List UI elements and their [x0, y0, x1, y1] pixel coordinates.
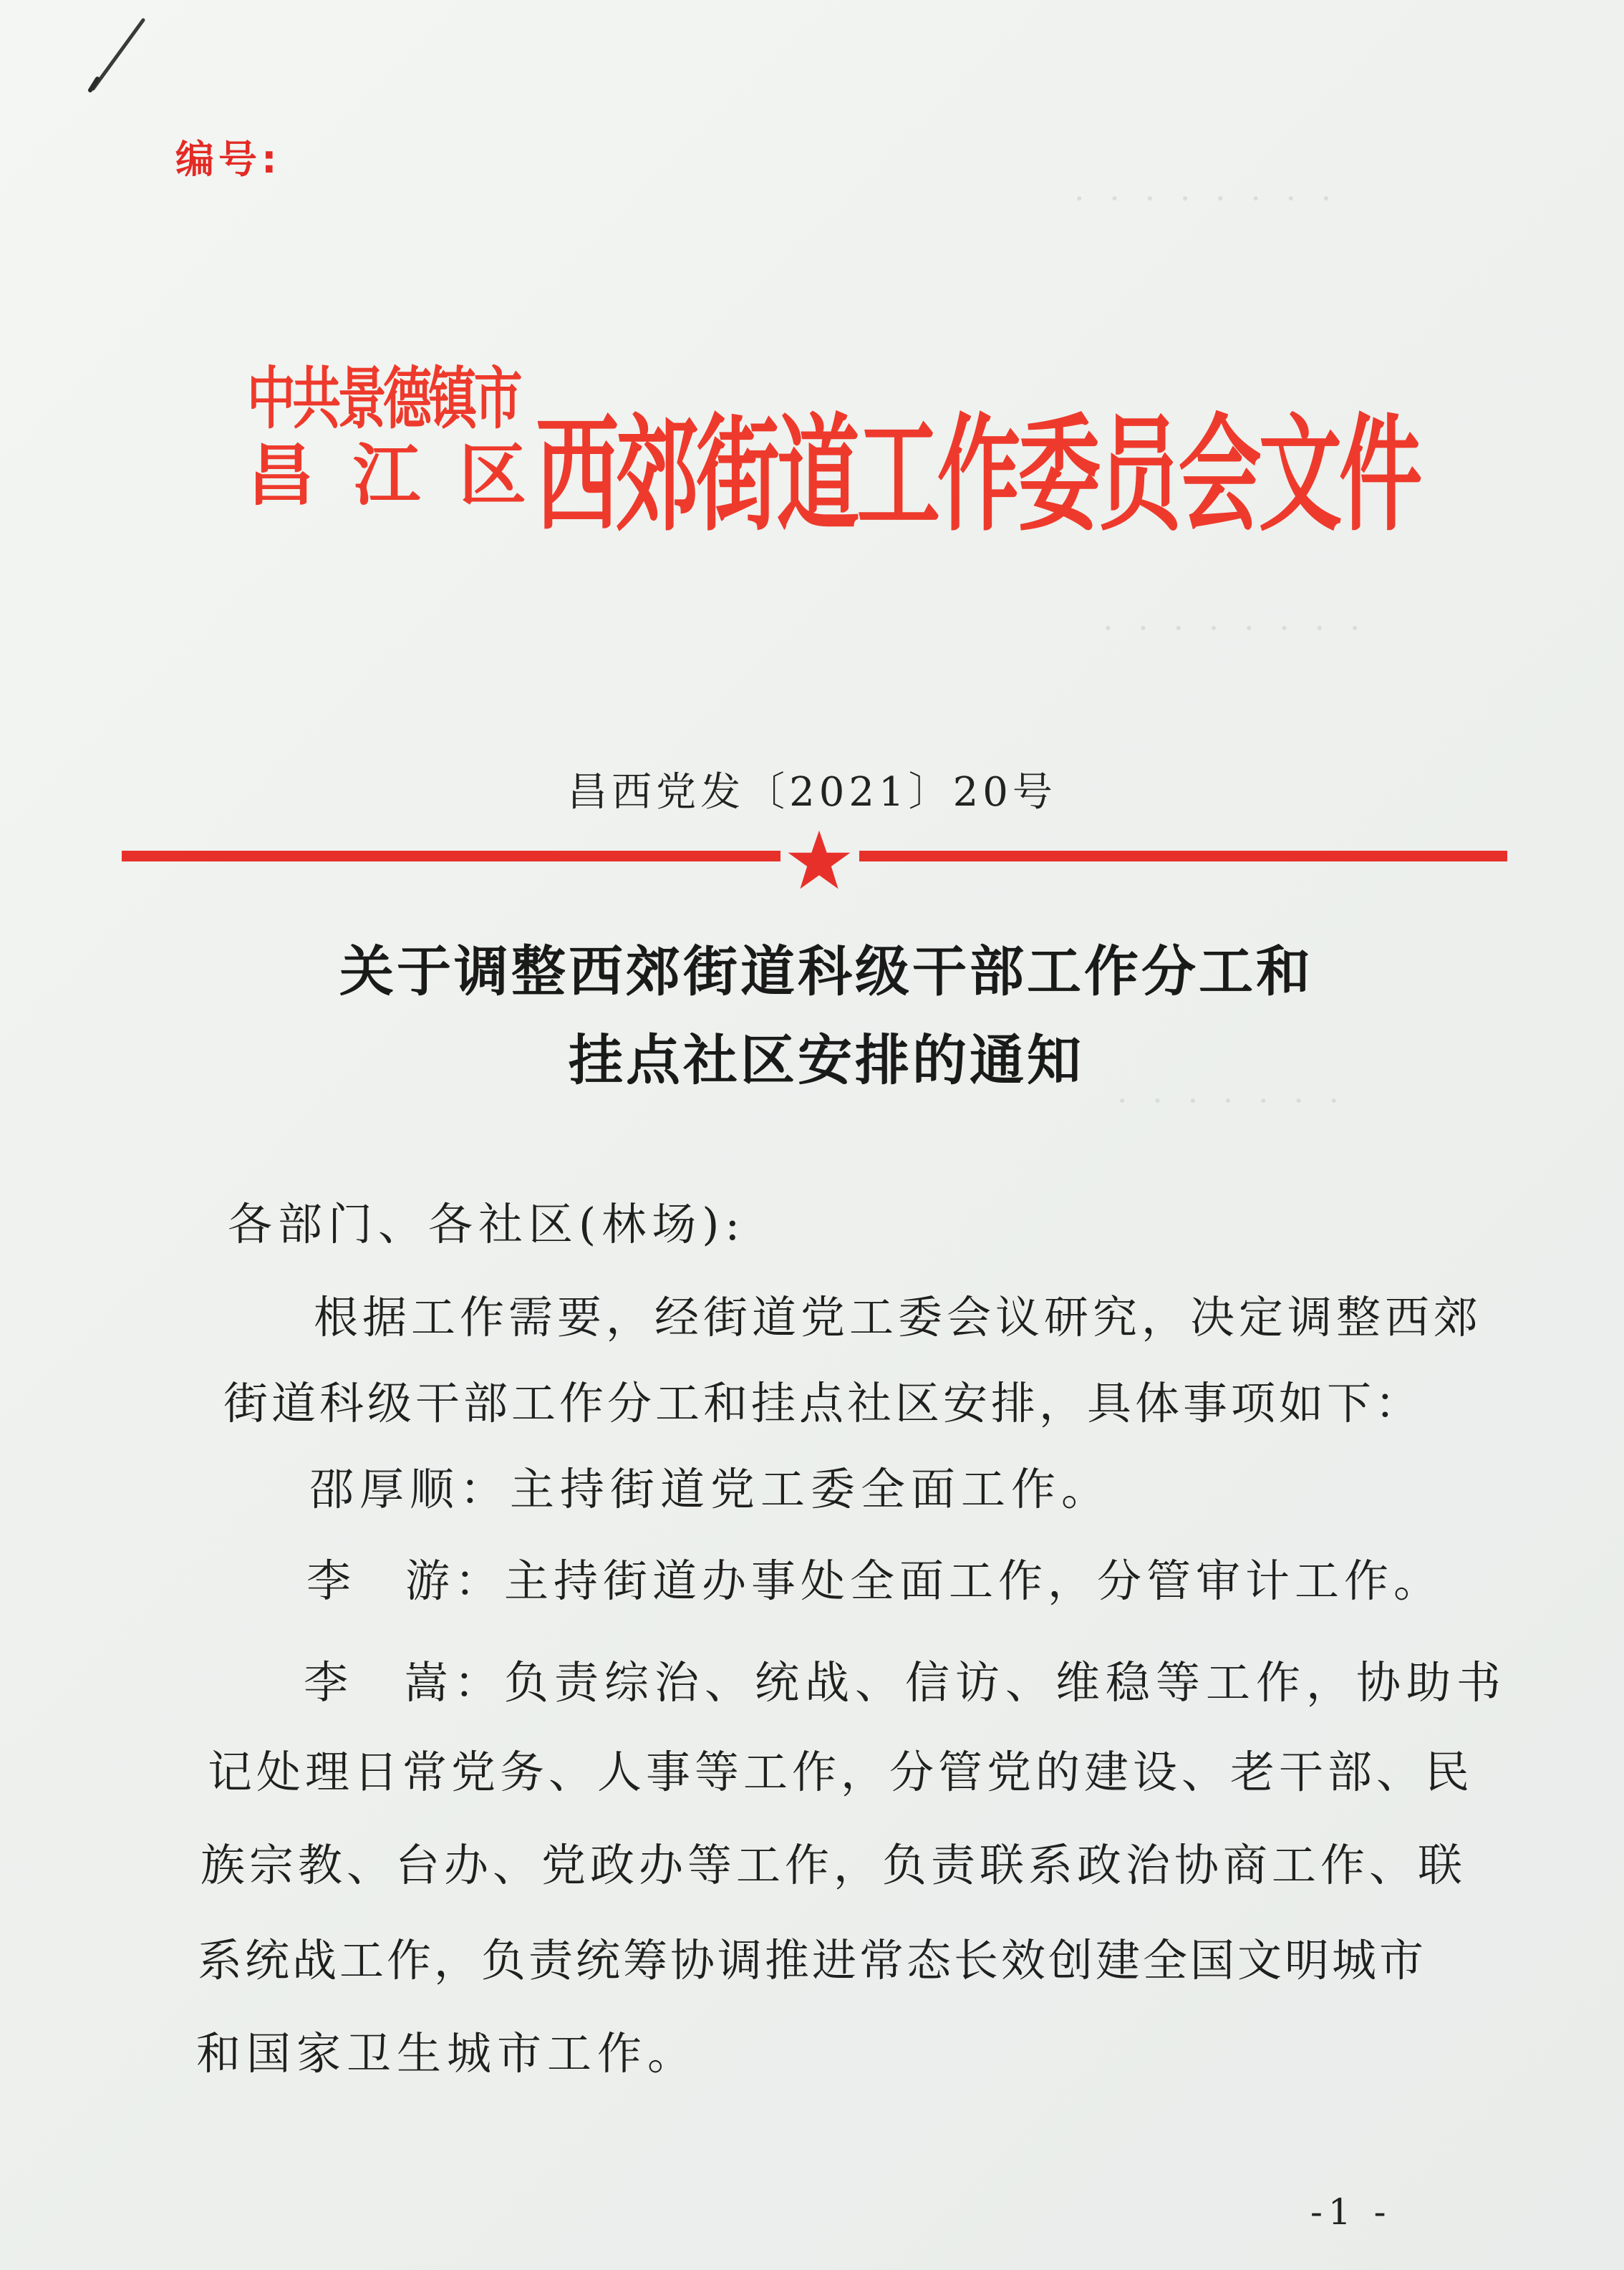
body-paragraph-line: 和国家卫生城市工作。 [196, 2027, 698, 2080]
salutation: 各部门、各社区(林场): [228, 1198, 746, 1250]
issuer-block [247, 359, 533, 515]
body-paragraph-line: 族宗教、台办、党政办等工作，负责联系政治协商工作、联 [200, 1839, 1467, 1891]
body-paragraph-line: 李 嵩：负责综治、统战、信访、维稳等工作，协助书 [304, 1656, 1507, 1709]
notice-title-line-1: 关于调整西郊街道科级干部工作分工和 [339, 940, 1313, 1003]
red-rule-left [122, 851, 780, 861]
issuer-line-2 [247, 436, 526, 515]
body-paragraph-line: 根据工作需要，经街道党工委会议研究，决定调整西郊 [314, 1291, 1483, 1343]
issuer-char: 昌 [247, 436, 315, 515]
doc-number-label: 编号: [175, 137, 281, 182]
issuer-char: 江 [352, 436, 420, 515]
body-paragraph-line: 系统战工作，负责统筹协调推进常态长效创建全国文明城市 [198, 1934, 1427, 1986]
red-rule-right [859, 851, 1507, 861]
pen-mark-icon [84, 16, 149, 95]
notice-title-line-2: 挂点社区安排的通知 [569, 1028, 1084, 1092]
header-main-title: 西郊街道工作委员会文件 [536, 400, 1420, 549]
show-through-text: · · · · · · · [1117, 1081, 1347, 1120]
body-paragraph-line: 李 游：主持街道办事处全面工作，分管审计工作。 [306, 1555, 1444, 1607]
body-paragraph-line: 邵厚顺：主持街道党工委全面工作。 [309, 1463, 1112, 1515]
body-paragraph-line: 街道科级干部工作分工和挂点社区安排，具体事项如下： [223, 1377, 1424, 1429]
red-star-icon [786, 829, 852, 891]
body-paragraph-line: 记处理日常党务、人事等工作，分管党的建设、老干部、民 [208, 1746, 1474, 1798]
issuer-char: 区 [458, 436, 526, 515]
doc-code: 昌西党发〔2021〕20号 [567, 769, 1057, 816]
page-number: -1 - [1310, 2191, 1392, 2233]
issuer-line-1: 中共景德镇市 [247, 359, 520, 438]
show-through-text: · · · · · · · · [1074, 179, 1339, 218]
show-through-text: · · · · · · · · [1103, 609, 1368, 647]
